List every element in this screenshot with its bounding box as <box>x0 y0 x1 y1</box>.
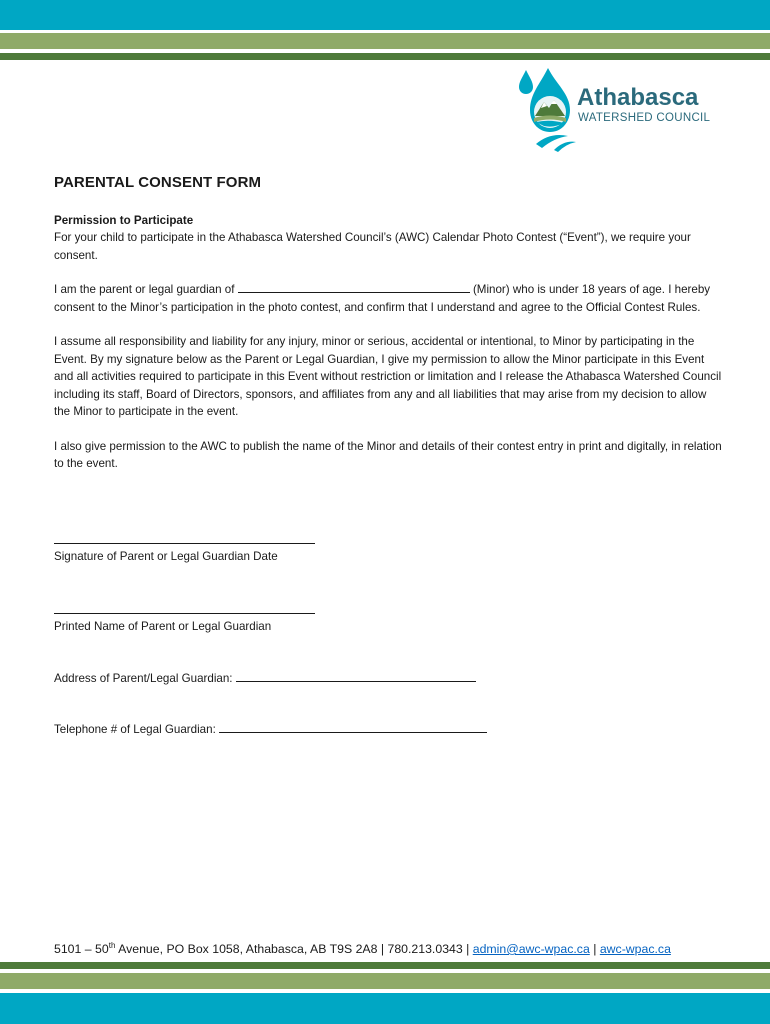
footer-contact <box>54 941 671 956</box>
signature-label: Signature of Parent or Legal Guardian Date <box>54 550 278 563</box>
footer-address-sup: th <box>108 941 116 950</box>
header-dark-green-band <box>0 53 770 60</box>
footer-light-green-band <box>0 973 770 989</box>
form-body <box>54 174 724 490</box>
intro-paragraph: For your child to participate in the Athabasca Watershed Council’s (AWC) Calendar Photo Contest (“Event”), we require your consent. <box>54 231 691 262</box>
footer-dark-green-band <box>0 962 770 969</box>
printed-name-line[interactable] <box>54 604 315 614</box>
logo-subtitle: WATERSHED COUNCIL <box>578 112 711 124</box>
liability-paragraph: I assume all responsibility and liability for any injury, minor or serious, accidental or intentional, to Minor by participating in the Event. By my signature below as the Parent or Legal Guardian, I give my permission to allow the Minor participate in this Event and all activities required to participate in this Event without restriction or limitation and I release the Athabasca Watershed Council including its staff, Board of Directors, sponsors, and affiliates from any and all liabilities that may arise from my decision to allow the Minor to participate in the event. <box>54 335 722 418</box>
header-light-green-band <box>0 33 770 49</box>
header-blue-band <box>0 0 770 30</box>
telephone-label: Telephone # of Legal Guardian: <box>54 723 216 736</box>
form-title: PARENTAL CONSENT FORM <box>54 174 262 191</box>
permission-heading: Permission to Participate <box>54 213 194 227</box>
minor-name-blank[interactable] <box>238 281 470 293</box>
publish-paragraph: I also give permission to the AWC to publish the name of the Minor and details of their contest entry in print and digitally, in relation to the event. <box>54 439 722 470</box>
guardian-paragraph <box>54 281 724 316</box>
guardian-text-before: I am the parent or legal guardian of <box>54 283 235 296</box>
footer-email-link[interactable]: admin@awc-wpac.ca <box>472 942 590 957</box>
address-label: Address of Parent/Legal Guardian: <box>54 672 233 685</box>
awc-logo <box>514 66 714 156</box>
telephone-blank[interactable] <box>219 721 487 733</box>
footer-blue-band <box>0 993 770 1024</box>
footer-address-start: 5101 – 50 <box>54 942 109 957</box>
address-field <box>54 670 476 688</box>
address-blank[interactable] <box>236 670 476 682</box>
water-drop-icon <box>514 66 578 156</box>
footer-separator: | <box>589 942 600 957</box>
footer-address-rest: Avenue, PO Box 1058, Athabasca, AB T9S 2A8 | 780.213.0343 | <box>115 942 473 957</box>
signature-block <box>54 534 315 566</box>
telephone-field <box>54 721 487 739</box>
printed-name-block <box>54 604 315 636</box>
footer-website-link[interactable]: awc-wpac.ca <box>599 942 671 957</box>
guardian-text-after: (Minor) who is under 18 years of age. I hereby consent to the Minor’s participation in the photo contest, and confirm that I understand and agree to the Official Contest Rules. <box>54 283 711 314</box>
logo-name: Athabasca <box>577 84 699 111</box>
printed-name-label: Printed Name of Parent or Legal Guardian <box>54 620 272 633</box>
signature-line[interactable] <box>54 534 315 544</box>
